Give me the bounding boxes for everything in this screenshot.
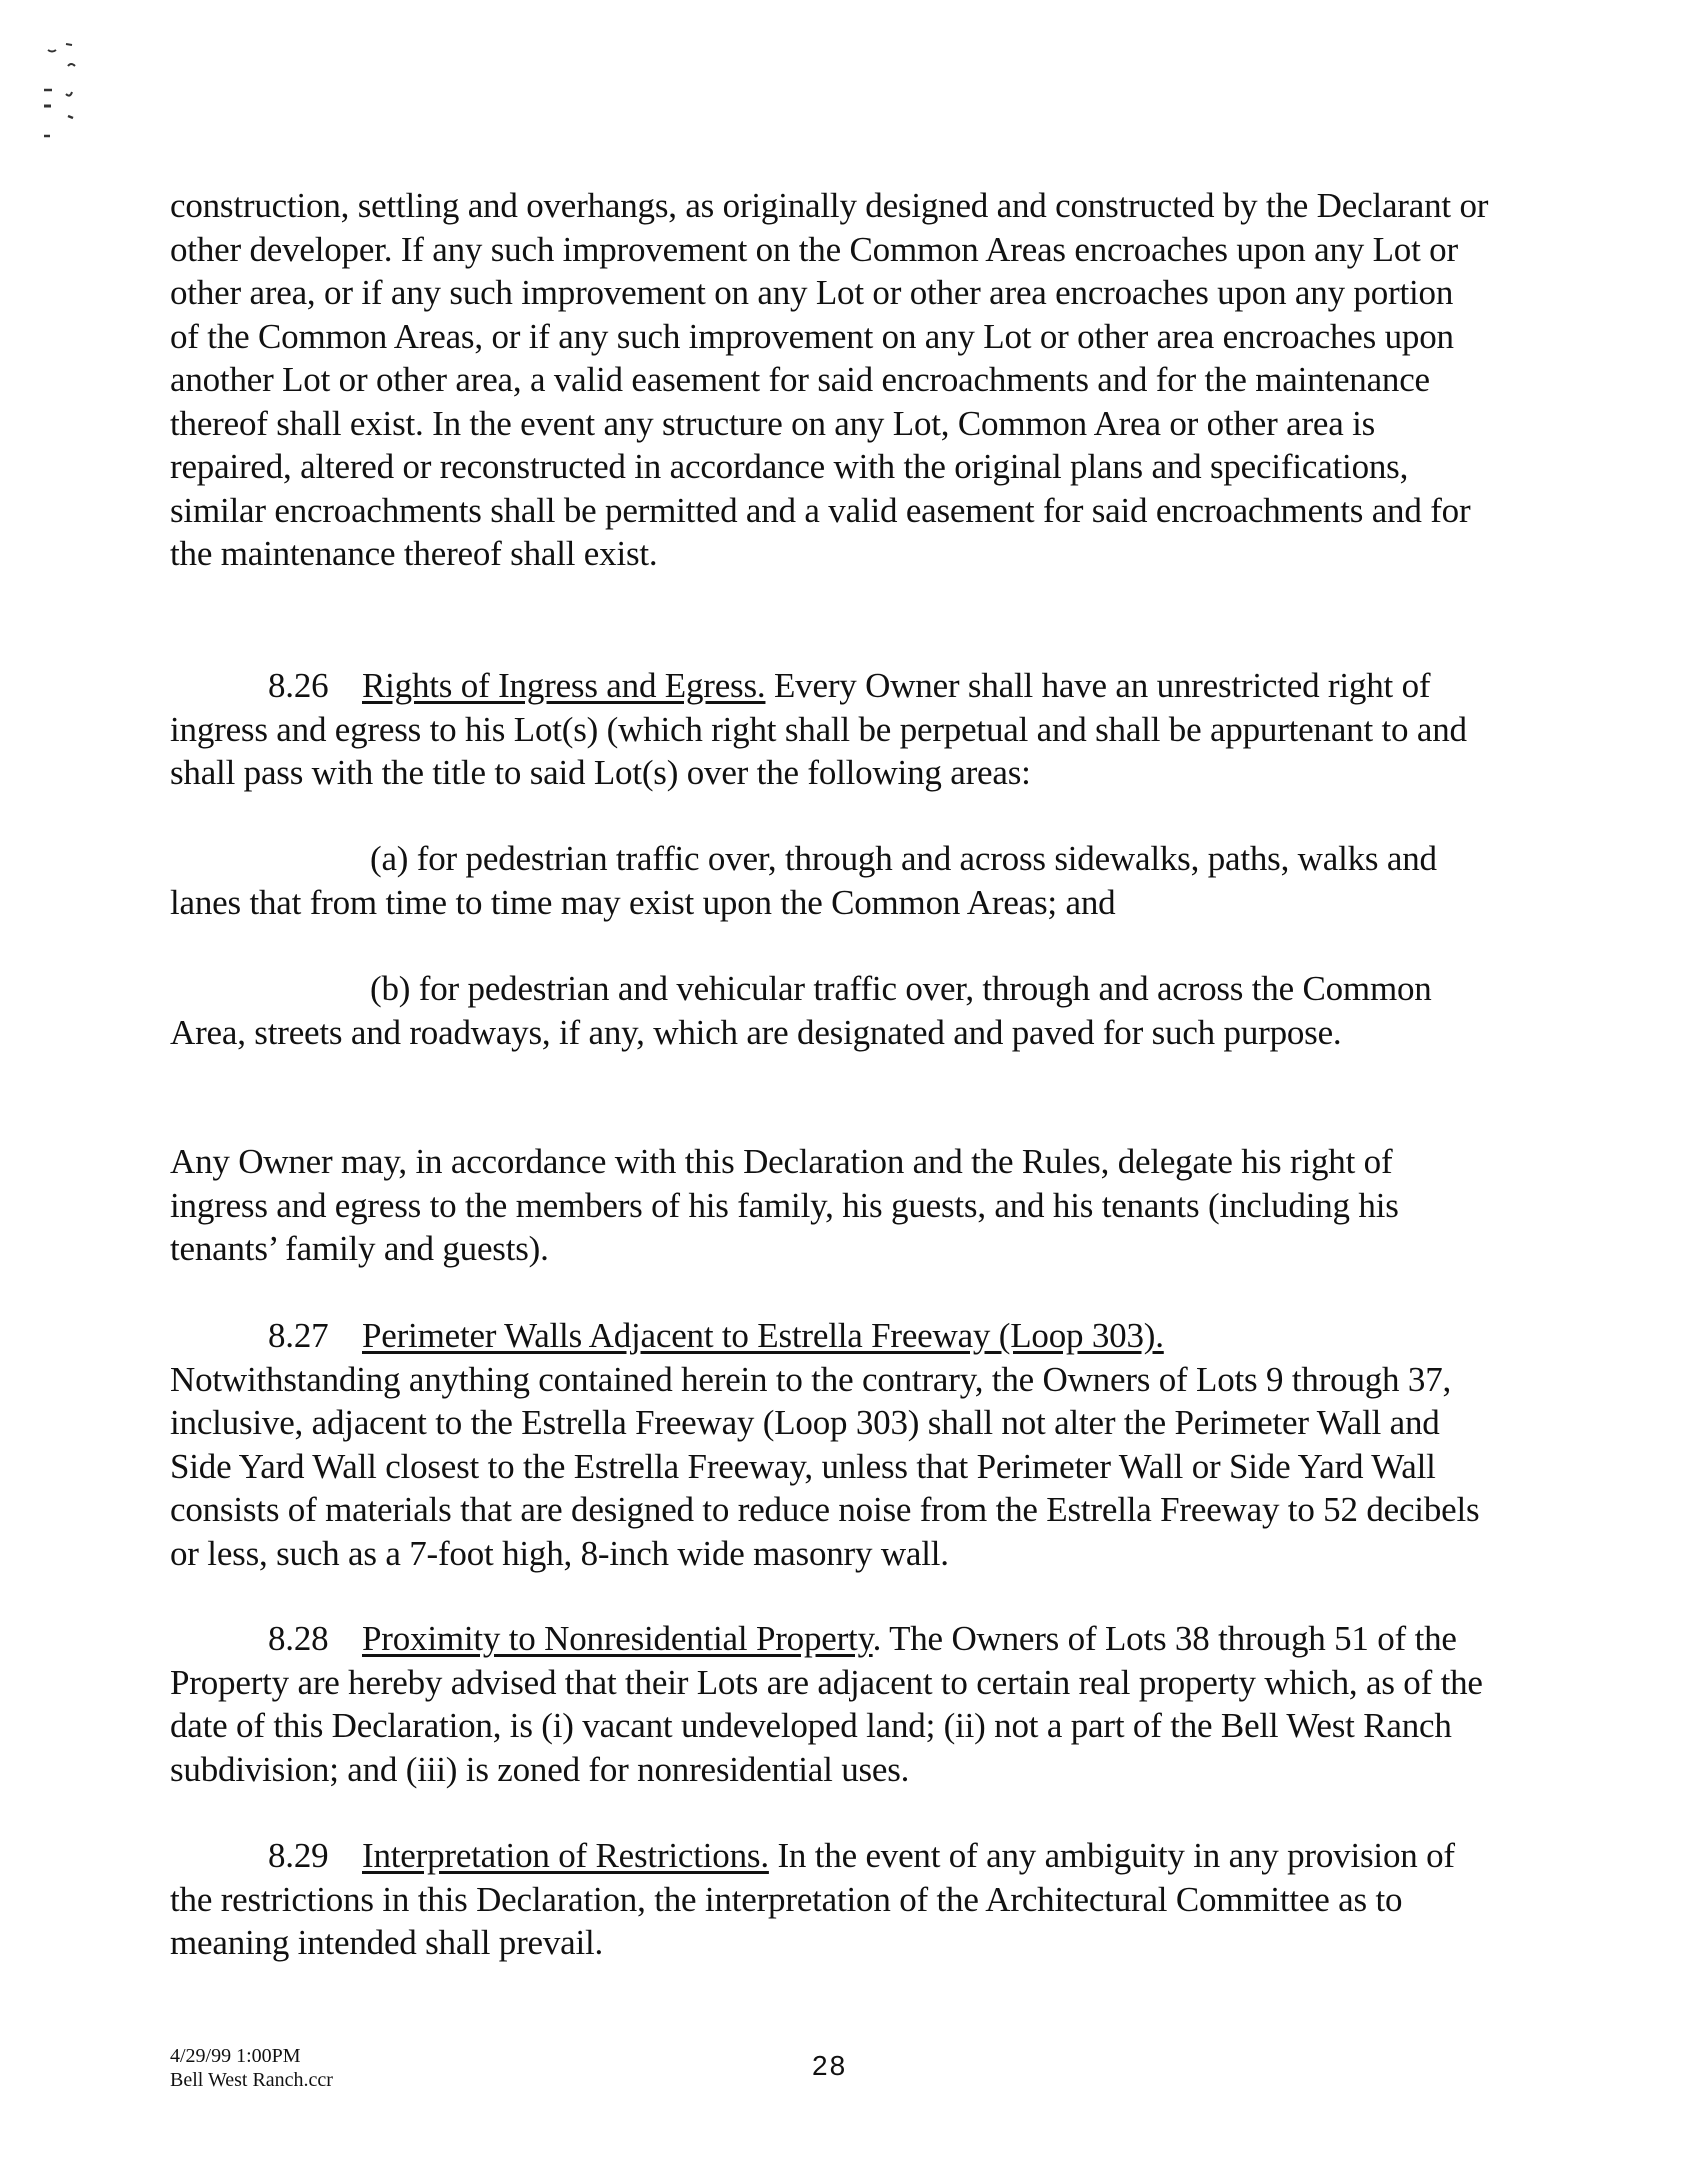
- section-title: Proximity to Nonresidential Property: [362, 1619, 873, 1658]
- section-title: Perimeter Walls Adjacent to Estrella Freeway (Loop 303).: [362, 1316, 1164, 1355]
- section-8-28: [170, 1617, 1490, 1791]
- section-8-27-heading: [170, 1314, 1490, 1358]
- section-8-26: [170, 664, 1490, 795]
- item-a: [170, 837, 1490, 924]
- section-text: In the event of any ambiguity in any provision of the restrictions in this Declaration, the interpretation of the Architectural Committee as to meaning intended shall prevail.: [170, 1836, 1455, 1962]
- footer-date: 4/29/99 1:00PM: [170, 2045, 301, 2067]
- paragraph-text: Any Owner may, in accordance with this Declaration and the Rules, delegate his right of ingress and egress to the members of his family, his guests, and his tenants (including his tenants’ family and guests).: [170, 1142, 1399, 1268]
- paragraph-encroachments: [170, 184, 1490, 576]
- section-8-27: [170, 1314, 1490, 1575]
- section-8-29: [170, 1834, 1490, 1965]
- item-b: [170, 967, 1490, 1054]
- section-text: . The Owners of Lots 38 through 51 of the Property are hereby advised that their Lots are adjacent to certain real property which, as of the date of this Declaration, is (i) vacant undeveloped land; (ii) not a part of the Bell West Ranch subdivision; and (iii) is zoned for nonresidential uses.: [170, 1619, 1483, 1789]
- section-8-26-paragraph: [170, 664, 1490, 795]
- item-b-text: (b) for pedestrian and vehicular traffic over, through and across the Common Area, streets and roadways, if any, which are designated and paved for such purpose.: [170, 969, 1432, 1052]
- paragraph-owner-delegation: [170, 1140, 1490, 1271]
- footer-document-info: [170, 2044, 333, 2092]
- section-number: 8.28: [268, 1619, 329, 1658]
- section-number: 8.26: [268, 666, 329, 705]
- section-text: Notwithstanding anything contained herein to the contrary, the Owners of Lots 9 through 37, inclusive, adjacent to the Estrella Freeway (Loop 303) shall not alter the Perimeter Wall and Side Yard Wall closest to the Estrella Freeway, unless that Perimeter Wall or Side Yard Wall consists of materials that are designed to reduce noise from the Estrella Freeway to 52 decibels or less, such as a 7-foot high, 8-inch wide masonry wall.: [170, 1359, 1480, 1573]
- section-title: Interpretation of Restrictions.: [362, 1836, 769, 1875]
- section-number: 8.29: [268, 1836, 329, 1875]
- item-a-text: (a) for pedestrian traffic over, through and across sidewalks, paths, walks and lanes that from time to time may exist upon the Common Areas; and: [170, 839, 1437, 922]
- section-number: 8.27: [268, 1316, 329, 1355]
- section-8-28-paragraph: [170, 1617, 1490, 1791]
- paragraph-text: construction, settling and overhangs, as originally designed and constructed by the Declarant or other developer. If any such improvement on the Common Areas encroaches upon any Lot or other area, or if any such improvement on any Lot or other area encroaches upon any portion of the Common Areas, or if any such improvement on any Lot or other area encroaches upon another Lot or other area, a valid easement for said encroachments and for the maintenance thereof shall exist. In the event any structure on any Lot, Common Area or other area is repaired, altered or reconstructed in accordance with the original plans and specifications, similar encroachments shall be permitted and a valid easement for said encroachments and for the maintenance thereof shall exist.: [170, 186, 1489, 573]
- section-title: Rights of Ingress and Egress.: [362, 666, 766, 705]
- footer-filename: Bell West Ranch.ccr: [170, 2069, 333, 2091]
- section-text: Every Owner shall have an unrestricted right of ingress and egress to his Lot(s) (which right shall be perpetual and shall be appurtenant to and shall pass with the title to said Lot(s) over the following areas:: [170, 666, 1467, 792]
- section-8-29-paragraph: [170, 1834, 1490, 1965]
- scan-margin-marks: [30, 40, 90, 170]
- page-number: 28: [812, 2050, 848, 2081]
